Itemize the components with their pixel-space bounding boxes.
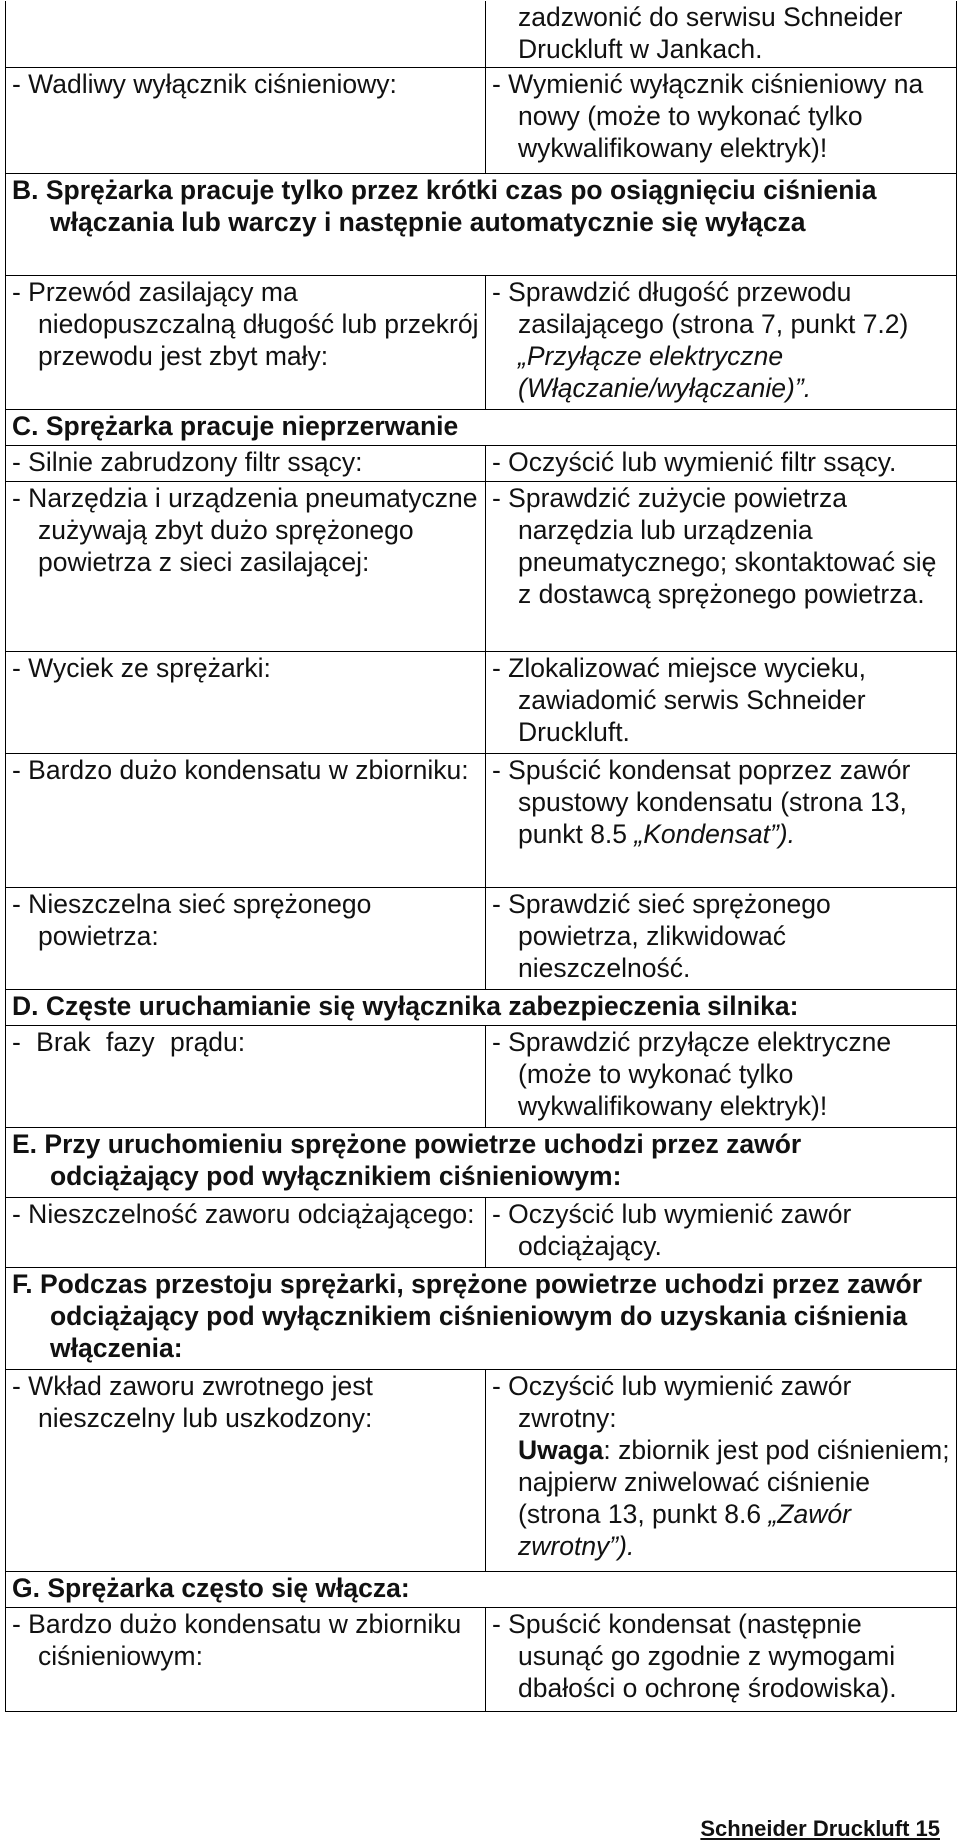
warning-label: Uwaga <box>518 1435 604 1465</box>
cause-text: - Przewód zasilający ma niedopuszczalną długość lub przekrój przewodu jest zbyt mały: <box>12 277 479 371</box>
table-row <box>6 754 957 888</box>
remedy-cell <box>486 1 957 68</box>
remedy-cell <box>486 1026 957 1128</box>
table-row <box>6 1608 957 1712</box>
cause-text: - Bardzo dużo kondensatu w zbiorniku: <box>12 755 469 785</box>
section-heading <box>6 1128 957 1198</box>
table-row <box>6 1370 957 1572</box>
remedy-text <box>492 276 950 404</box>
remedy-text: - Sprawdzić zużycie powietrza narzędzia lub urządzenia pneumatycznego; skontaktować się z dostawcą sprężonego powietrza. <box>492 483 937 609</box>
cause-text: - Bardzo dużo kondensatu w zbiorniku ciśnieniowym: <box>12 1609 462 1671</box>
remedy-cell <box>486 482 957 652</box>
cause-cell <box>6 1198 486 1268</box>
section-heading-text: G. Sprężarka często się włącza: <box>12 1573 410 1603</box>
remedy-text-part: - Sprawdzić długość przewodu zasilającego (strona 7, punkt 7.2) <box>492 277 909 339</box>
page-reference: „Przyłącze elektryczne (Włączanie/wyłączanie)”. <box>518 341 812 403</box>
cause-cell <box>6 482 486 652</box>
cause-cell <box>6 888 486 990</box>
cause-text: - Wkład zaworu zwrotnego jest nieszczelny lub uszkodzony: <box>12 1371 373 1433</box>
remedy-cell <box>486 1608 957 1712</box>
cause-cell <box>6 1026 486 1128</box>
cause-cell <box>6 68 486 174</box>
table-row <box>6 1026 957 1128</box>
remedy-cell <box>486 446 957 482</box>
section-heading <box>6 410 957 446</box>
remedy-text: - Oczyścić lub wymienić zawór zwrotny: <box>492 1371 852 1433</box>
section-heading <box>6 174 957 276</box>
section-heading-text: D. Częste uruchamianie się wyłącznika zabezpieczenia silnika: <box>12 991 799 1021</box>
cause-text: - Brak fazy prądu: <box>12 1027 246 1057</box>
remedy-text: - Oczyścić lub wymienić filtr ssący. <box>492 447 897 477</box>
remedy-cell <box>486 276 957 410</box>
remedy-text: - Zlokalizować miejsce wycieku, zawiadomić serwis Schneider Druckluft. <box>492 653 867 747</box>
remedy-text <box>492 754 950 850</box>
cause-cell <box>6 446 486 482</box>
section-heading-row <box>6 174 957 276</box>
cause-text: - Narzędzia i urządzenia pneumatyczne zużywają zbyt dużo sprężonego powietrza z sieci zasilającej: <box>12 483 478 577</box>
remedy-cell <box>486 68 957 174</box>
cause-text: - Wadliwy wyłącznik ciśnieniowy: <box>12 69 397 99</box>
cause-text: - Wyciek ze sprężarki: <box>12 653 271 683</box>
table-row <box>6 446 957 482</box>
section-heading-text: B. Sprężarka pracuje tylko przez krótki czas po osiągnięciu ciśnienia włączania lub warczy i następnie automatycznie się wyłącza <box>12 175 877 237</box>
section-heading-row <box>6 1268 957 1370</box>
cause-text: - Silnie zabrudzony filtr ssący: <box>12 447 363 477</box>
cause-cell <box>6 1370 486 1572</box>
cause-cell <box>6 276 486 410</box>
section-heading-text: C. Sprężarka pracuje nieprzerwanie <box>12 411 459 441</box>
remedy-text: - Sprawdzić przyłącze elektryczne (może to wykonać tylko wykwalifikowany elektryk)! <box>492 1027 892 1121</box>
section-heading-row <box>6 1128 957 1198</box>
table-row <box>6 68 957 174</box>
section-heading-text: F. Podczas przestoju sprężarki, sprężone powietrze uchodzi przez zawór odciążający pod wyłącznikiem ciśnieniowym do uzyskania ciśnienia włączenia: <box>12 1269 923 1363</box>
section-heading-text: E. Przy uruchomieniu sprężone powietrze uchodzi przez zawór odciążający pod wyłącznikiem ciśnieniowym: <box>12 1129 802 1191</box>
cause-text: - Nieszczelna sieć sprężonego powietrza: <box>12 889 372 951</box>
section-heading-row <box>6 990 957 1026</box>
table-row <box>6 276 957 410</box>
remedy-cell <box>486 652 957 754</box>
section-heading-row <box>6 410 957 446</box>
table-row <box>6 888 957 990</box>
warning-text: : zbiornik jest pod ciśnieniem; najpierw zniwelować ciśnienie (strona 13, punkt 8.6 <box>518 1435 950 1529</box>
section-heading <box>6 990 957 1026</box>
section-heading-row <box>6 1572 957 1608</box>
page-reference: „Kondensat”). <box>634 819 795 849</box>
cause-cell <box>6 1 486 68</box>
cause-cell <box>6 754 486 888</box>
remedy-text: - Oczyścić lub wymienić zawór odciążający. <box>492 1199 852 1261</box>
cause-cell <box>6 1608 486 1712</box>
table-row <box>6 652 957 754</box>
warning-note <box>492 1434 950 1562</box>
cause-text: - Nieszczelność zaworu odciążającego: <box>12 1199 475 1229</box>
table-row <box>6 482 957 652</box>
table-row <box>6 1198 957 1268</box>
remedy-text: - Sprawdzić sieć sprężonego powietrza, zlikwidować nieszczelność. <box>492 889 831 983</box>
remedy-cell <box>486 754 957 888</box>
remedy-text: - Wymienić wyłącznik ciśnieniowy na nowy (może to wykonać tylko wykwalifikowany elektryk)! <box>492 69 924 163</box>
page-reference: „Zawór zwrotny”). <box>518 1499 851 1561</box>
remedy-cell <box>486 1198 957 1268</box>
section-heading <box>6 1268 957 1370</box>
cause-cell <box>6 652 486 754</box>
troubleshooting-table <box>5 1 957 1712</box>
remedy-cell <box>486 888 957 990</box>
table-row <box>6 1 957 68</box>
remedy-text: - Spuścić kondensat (następnie usunąć go zgodnie z wymogami dbałości o ochronę środowiska). <box>492 1609 897 1703</box>
remedy-cell <box>486 1370 957 1572</box>
page-footer: Schneider Druckluft 15 <box>700 1816 940 1841</box>
remedy-text: zadzwonić do serwisu Schneider Druckluft w Jankach. <box>518 2 903 64</box>
remedy-text-part: - Spuścić kondensat poprzez zawór spustowy kondensatu (strona 13, punkt 8.5 <box>492 755 911 849</box>
section-heading <box>6 1572 957 1608</box>
